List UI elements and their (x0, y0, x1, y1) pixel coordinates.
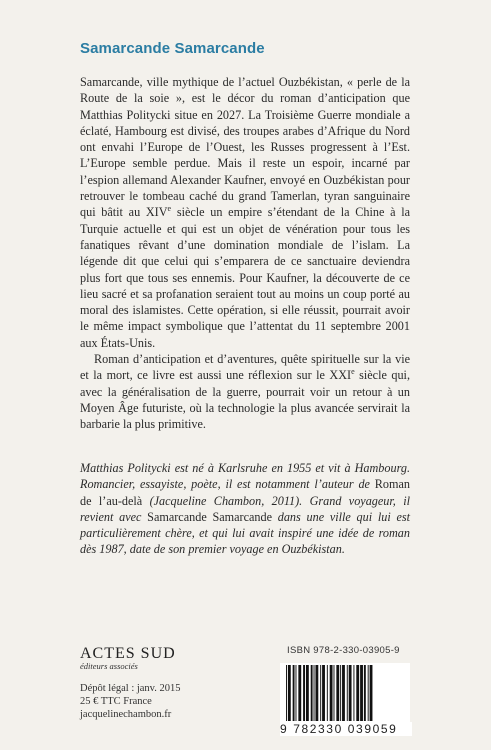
isbn-label: ISBN 978-2-330-03905-9 (287, 645, 400, 656)
book-title: Samarcande Samarcande (80, 40, 265, 57)
blurb (80, 74, 410, 433)
barcode-digits: 9 782330 039059 (280, 722, 412, 736)
publisher-logo (80, 645, 176, 671)
bio-part-1: Matthias Politycki est né à Karlsruhe en 1955 et vit à Hambourg. Romancier, essayiste, poète, il est notamment l’auteur de (80, 461, 410, 492)
bio-part-2: (Jacqueline Chambon, 2011). Grand voyageur, il revient avec (80, 493, 410, 524)
blurb-paragraph-1: Samarcande, ville mythique de l’actuel Ouzbékistan, « perle de la Route de la soie », est le décor du roman d’anticipation que Matthias Politycki situe en 2027. La Troisième Guerre mondiale a éclaté, Hambourg est divisé, des troupes arabes d’Afrique du Nord ont envahi l’Europe de l’Ouest, les Russes progressent à l’Est. L’Europe semble perdue. Mais il reste un espoir, incarné par l’espion allemand Alexander Kaufner, envoyé en Ouzbékistan pour retrouver le tombeau caché du grand Tamerlan, tyran sanguinaire qui bâtit au XIVe siècle un empire s’étendant de la Chine à la Turquie actuelle et qui est un objet de vénération pour tous les fanatiques rêvant d’une domination mondiale de l’islam. La légende dit que celui qui s’emparera de ce sanctuaire deviendra plus fort que tous ses ennemis. Pour Kaufner, la découverte de ce lieu sacré et sa profanation seraient tout au moins un coup porté au moral des islamistes. Cette opération, si elle réussit, pourrait avoir le même impact symbolique que l’attentat du 11 septembre 2001 aux États-Unis. (80, 75, 410, 350)
website: jacquelinechambon.fr (80, 709, 172, 720)
legal-info (80, 682, 181, 721)
bio-part-3: dans une ville qui lui est particulièrement chère, et qui lui avait inspiré une idée de roman dès 1987, date de son premier voyage en Ouzbékistan. (80, 509, 410, 557)
author-bio (80, 460, 410, 558)
barcode (280, 663, 410, 731)
bio-book-1: Roman de l’au-delà (80, 477, 410, 508)
legal-deposit: Dépôt légal : janv. 2015 (80, 683, 181, 694)
publisher-name: ACTES SUD (80, 645, 176, 662)
publisher-subtitle: éditeurs associés (80, 661, 138, 671)
bio-book-2: Samarcande Samarcande (147, 509, 273, 524)
price: 25 € TTC France (80, 696, 152, 707)
barcode-bars (280, 663, 410, 723)
blurb-paragraph-2: Roman d’anticipation et d’aventures, quête spirituelle sur la vie et la mort, ce livre est aussi une réflexion sur le XXIe siècle qui, avec la généralisation de la guerre, pourrait voir un retour à un Moyen Âge futuriste, où la technologie la plus avancée servirait la barbarie la plus primitive. (80, 352, 410, 432)
